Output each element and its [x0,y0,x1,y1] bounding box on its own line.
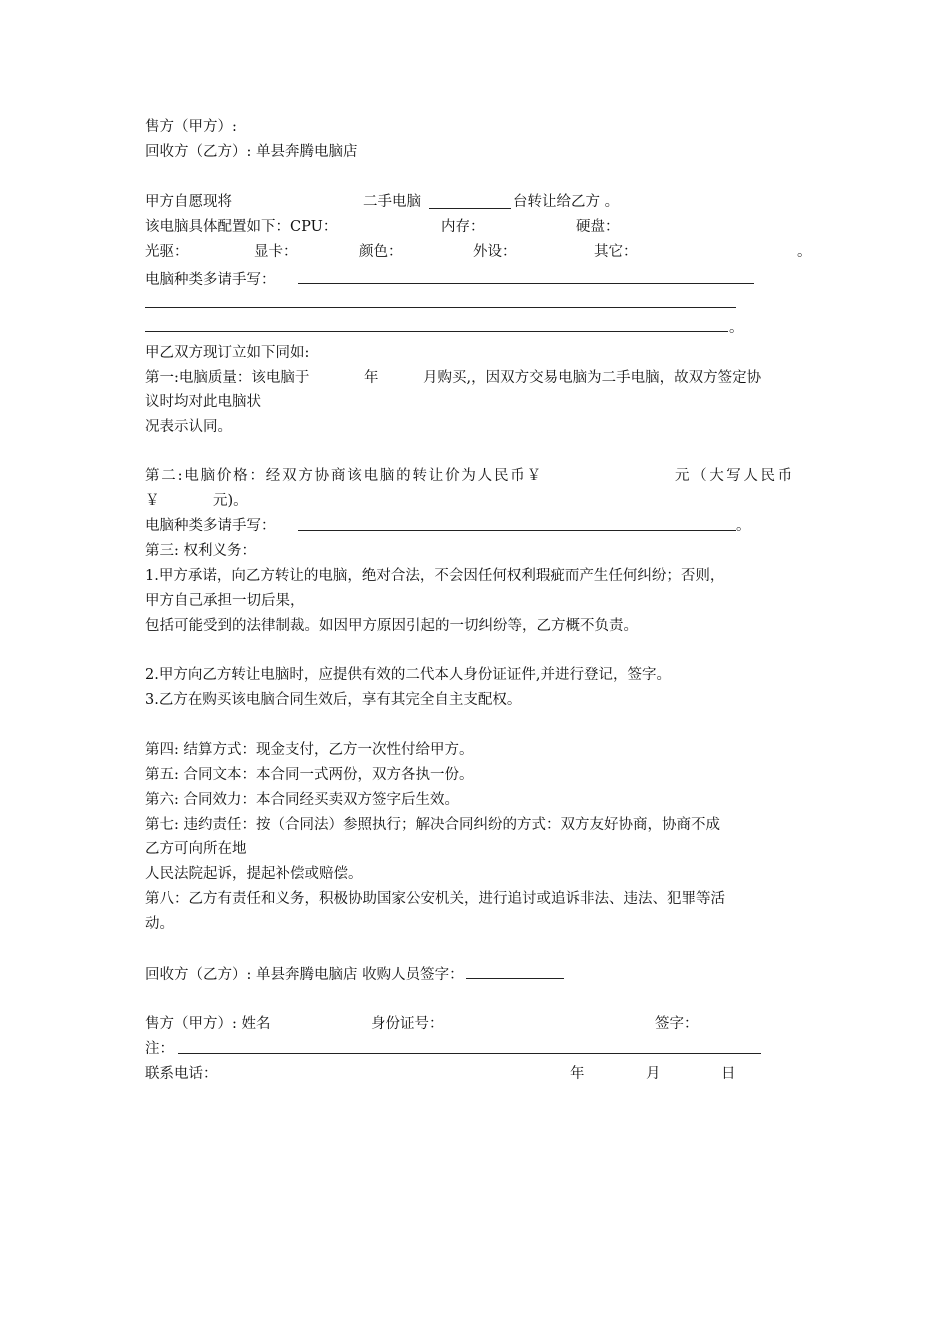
config-disk: 硬盘： [576,219,620,235]
config-color: 颜色： [359,244,403,260]
buyer-signature-blank [466,964,564,979]
transfer-part1: 甲方自愿现将 [145,194,232,210]
config-other: 其它： [594,244,638,260]
note-rule [178,1053,761,1054]
handwrite-label-1: 电脑种类多请手写： [145,272,276,288]
term7-a: 第七: 违约责任：按（合同法）参照执行；解决合同纠纷的方式：双方友好协商，协商不成 [145,817,720,833]
term2-b: 元（大写人民币 [675,468,795,484]
date-month: 月 [646,1066,661,1082]
term2-yen: ￥ [145,493,160,509]
term2-d: 元)。 [213,493,248,509]
term5: 第五: 合同文本：本合同一式两份，双方各执一份。 [145,767,474,783]
config-memory: 内存： [441,219,485,235]
config-optical: 光驱： [145,244,189,260]
quantity-blank [429,194,511,209]
seller-id-label: 身份证号： [371,1016,444,1032]
seller-name-label: 售方（甲方）: 姓名 [145,1016,271,1032]
term8-a: 第八：乙方有责任和义务，积极协助国家公安机关，进行追讨或追诉非法、违法、犯罪等活 [145,891,725,907]
term3-title: 第三: 权利义务： [145,543,256,559]
note-label: 注： [145,1041,174,1057]
seller-label: 售方（甲方）: [145,119,237,135]
term1-d: 况表示认同。 [145,419,232,435]
term1-b: 月购买,，因双方交易电脑为二手电脑，故双方签定协 [423,370,762,386]
term2-line [145,466,810,486]
transfer-line [145,192,805,212]
terms-intro: 甲乙双方现订立如下同如: [145,345,310,361]
config-peripheral: 外设： [473,244,517,260]
phone-label: 联系电话： [145,1066,218,1082]
buyer-label: 回收方（乙方）: 单县奔腾电脑店 [145,144,358,160]
contact-line [145,1064,810,1084]
config-line [145,217,805,237]
term2-handwrite-label: 电脑种类多请手写： [145,518,276,534]
buyer-signature-label: 回收方（乙方）: 单县奔腾电脑店 收购人员签字： [145,967,464,983]
config-period: 。 [797,244,812,260]
handwrite-rule-3 [145,331,728,332]
term3-3: 3.乙方在购买该电脑合同生效后，享有其完全自主支配权。 [145,692,522,708]
handwrite-rule-1 [298,283,754,284]
term1-a: 第一:电脑质量：该电脑于 [145,370,310,386]
term7-c: 人民法院起诉，提起补偿或赔偿。 [145,866,363,882]
term4: 第四: 结算方式：现金支付，乙方一次性付给甲方。 [145,742,474,758]
term3-1c: 包括可能受到的法律制裁。如因甲方原因引起的一切纠纷等，乙方概不负责。 [145,618,638,634]
term1-c: 议时均对此电脑状 [145,394,261,410]
seller-sign-label: 签字： [655,1016,699,1032]
term7-b: 乙方可向所在地 [145,841,247,857]
term1-year: 年 [364,370,379,386]
buyer-signature-line [145,964,564,985]
term2-a: 第二:电脑价格：经双方协商该电脑的转让价为人民币￥ [145,468,543,484]
handwrite-end: 。 [729,320,744,336]
term2-handwrite-rule [298,530,736,531]
term2-handwrite-end: 。 [736,518,751,534]
term3-2: 2.甲方向乙方转让电脑时，应提供有效的二代本人身份证证件,并进行登记，签字。 [145,667,671,683]
term1-line [145,368,810,388]
config-gpu: 显卡： [254,244,298,260]
seller-signature-line [145,1014,810,1034]
transfer-part2: 二手电脑 [363,194,421,210]
transfer-part3: 台转让给乙方 。 [513,194,620,210]
term3-1a: 1.甲方承诺，向乙方转让的电脑，绝对合法，不会因任何权利瑕疵而产生任何纠纷；否则， [145,568,725,584]
date-day: 日 [721,1066,736,1082]
term3-1b: 甲方自己承担一切后果， [145,593,305,609]
term8-b: 动。 [145,916,174,932]
date-year: 年 [570,1066,585,1082]
term6: 第六: 合同效力：本合同经买卖双方签字后生效。 [145,792,459,808]
config-line-2 [145,242,810,262]
config-cpu: 该电脑具体配置如下：CPU： [145,219,338,235]
term2-line-2 [145,491,445,511]
handwrite-rule-2 [145,307,736,308]
